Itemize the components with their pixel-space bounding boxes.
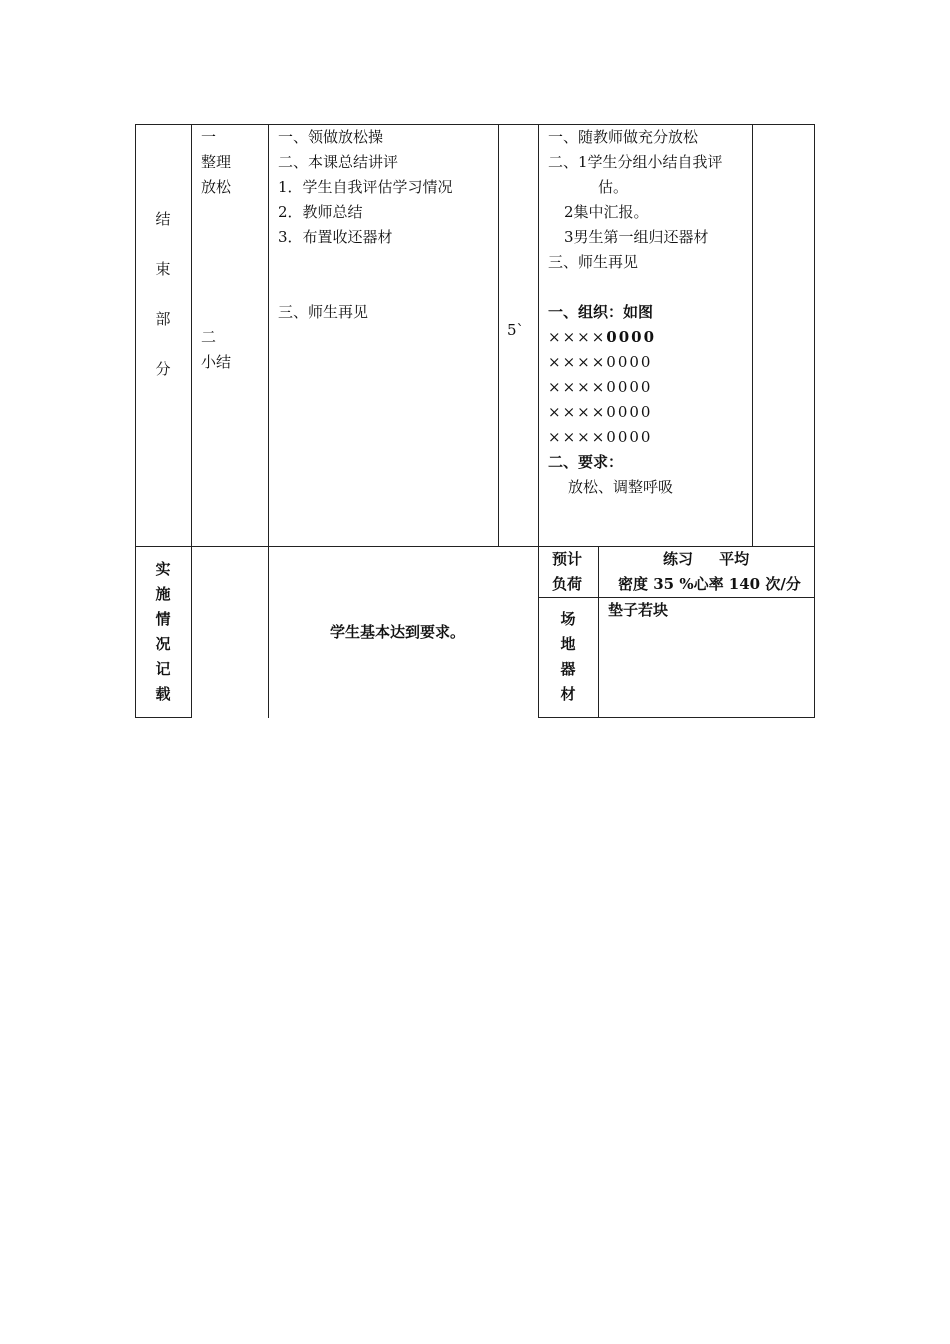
formation-row: [548, 375, 652, 400]
col-divider-2: [268, 124, 269, 718]
venue-label-char: 场: [560, 610, 576, 628]
record-label-char: 实: [155, 560, 171, 578]
table-left-border: [135, 124, 136, 718]
footer-bottom-border-left: [135, 717, 191, 718]
teacher-line: 2．教师总结: [278, 203, 363, 221]
student-line: 2集中汇报。: [564, 203, 649, 221]
requirements-title: 二、要求：: [548, 453, 624, 471]
record-label-char: 况: [155, 635, 171, 653]
formation-circles: 0000: [606, 428, 653, 446]
load-line1: 练习 平均: [663, 550, 750, 568]
col-divider-5: [752, 124, 753, 546]
record-label-char: 施: [155, 585, 171, 603]
record-text: 学生基本达到要求。: [330, 623, 466, 641]
student-line: 一、随教师做充分放松: [548, 128, 699, 146]
step2-title: 小结: [201, 353, 232, 371]
record-label-char: 载: [155, 685, 171, 703]
col-divider-1: [191, 124, 192, 718]
venue-label-char: 器: [560, 660, 576, 678]
teacher-line: 一、领做放松操: [278, 128, 384, 146]
formation-row: [548, 350, 652, 375]
section-label-char: 部: [155, 310, 171, 328]
step1-number: 一: [201, 128, 217, 146]
load-label-line1: 预计: [552, 550, 583, 568]
footer-label-divider: [598, 546, 599, 718]
student-line: 三、师生再见: [548, 253, 639, 271]
table-top-border: [135, 124, 815, 125]
formation-circles: 0000: [606, 353, 653, 371]
formation-row: [548, 425, 652, 450]
section-label-char: 分: [155, 360, 171, 378]
formation-circles: 0000: [606, 328, 657, 346]
record-label: [153, 558, 173, 708]
record-label-char: 记: [155, 660, 171, 678]
formation-crosses: ××××: [548, 353, 607, 371]
step1-title-line1: 整理: [201, 153, 232, 171]
teacher-line: 3．布置收还器材: [278, 228, 393, 246]
student-line: 估。: [598, 178, 629, 196]
footer-bottom-border-right: [538, 717, 815, 718]
col-divider-4: [538, 124, 539, 718]
formation-crosses: ××××: [548, 328, 607, 346]
formation-circles: 0000: [606, 403, 653, 421]
venue-label-char: 材: [560, 685, 576, 703]
footer-inner-divider: [538, 597, 815, 598]
student-line: 二、1学生分组小结自我评: [548, 153, 723, 171]
formation-row: [548, 325, 656, 350]
teacher-line: 二、本课总结讲评: [278, 153, 399, 171]
venue-label-char: 地: [560, 635, 576, 653]
teacher-farewell: 三、师生再见: [278, 303, 369, 321]
section-label-char: 束: [155, 260, 171, 278]
load-label-line2: 负荷: [552, 575, 583, 593]
formation-crosses: ××××: [548, 428, 607, 446]
teacher-line: 1．学生自我评估学习情况: [278, 178, 453, 196]
table-right-border: [814, 124, 815, 718]
formation-circles: 0000: [606, 378, 653, 396]
step1-title-line2: 放松: [201, 178, 232, 196]
formation-row: [548, 400, 652, 425]
student-line: 3男生第一组归还器材: [564, 228, 709, 246]
load-line2: 密度 35 %心率 140 次/分: [618, 575, 801, 593]
venue-label: [558, 608, 578, 708]
section-label: [153, 208, 173, 408]
requirements-text: 放松、调整呼吸: [568, 478, 674, 496]
venue-text: 垫子若块: [608, 601, 669, 619]
col-divider-3: [498, 124, 499, 546]
step2-number: 二: [201, 328, 217, 346]
time-value: 5`: [507, 321, 525, 339]
record-label-char: 情: [155, 610, 171, 628]
organization-title: 一、组织：如图: [548, 303, 654, 321]
formation-crosses: ××××: [548, 378, 607, 396]
section-label-char: 结: [155, 210, 171, 228]
formation-crosses: ××××: [548, 403, 607, 421]
